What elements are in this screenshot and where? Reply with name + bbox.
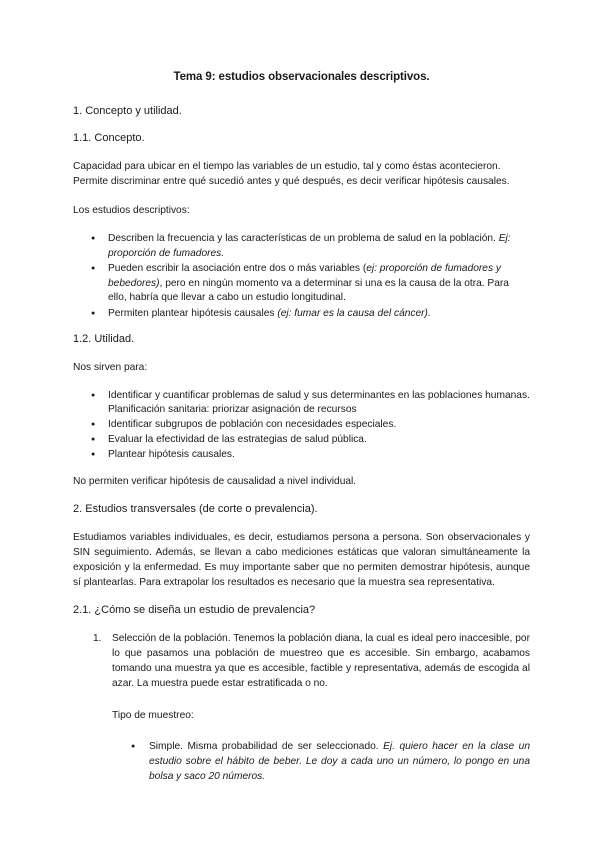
transversal-paragraph: Estudiamos variables individuales, es decir, estudiamos persona a persona. Son observacionales y SIN seguimiento. Además, se llevan a cabo mediciones estáticas que valoran simultáneamente la exposición y la enfermedad. Es muy importante saber que no permiten demostrar hipótesis, aunque sí plantearlas. Para extrapolar los resultados es necesario que la muestra sea representativa. bbox=[73, 532, 530, 588]
example-text: ej: proporción de fumadores y bebedores) bbox=[108, 263, 501, 289]
population-selection-text: Selección de la población. Tenemos la población diana, la cual es ideal pero inaccesible, por lo que pasamos una población de muestreo que es accesible. Sin embargo, acabamos tomando una muestra ya que es accesible, factible y representativa, además de escogida al azar. La muestra puede estar estratificada o no. bbox=[112, 633, 530, 689]
descriptive-studies-intro: Los estudios descriptivos: bbox=[73, 205, 190, 216]
example-text: (ej: fumar es la causa del cáncer). bbox=[277, 307, 431, 319]
list-item bbox=[93, 631, 530, 784]
list-item: ● Simple. Misma probabilidad de ser seleccionado. Ej. quiero hacer en la clase un estudio sobre el hábito de beber. Le doy a cada uno un número, lo pongo en una bolsa y saco 20 números. bbox=[131, 739, 530, 784]
section-1-heading: 1. Concepto y utilidad. bbox=[73, 105, 182, 117]
section-2-heading: 2. Estudios transversales (de corte o prevalencia). bbox=[73, 503, 318, 515]
section-1-1-heading: 1.1. Concepto. bbox=[73, 132, 145, 144]
list-item: ● Evaluar la efectividad de las estrategias de salud pública. bbox=[91, 433, 530, 447]
causality-note: No permiten verificar hipótesis de causalidad a nivel individual. bbox=[73, 476, 357, 487]
uses-intro: Nos sirven para: bbox=[73, 362, 148, 373]
list-item: ● Identificar subgrupos de población con necesidades especiales. bbox=[91, 418, 530, 432]
list-item: ● Permiten plantear hipótesis causales (ej: fumar es la causa del cáncer). bbox=[91, 307, 530, 322]
uses-list bbox=[73, 389, 530, 462]
section-2-1-heading: 2.1. ¿Cómo se diseña un estudio de prevalencia? bbox=[73, 604, 316, 616]
sampling-heading: Tipo de muestreo: bbox=[112, 710, 194, 721]
example-text: Ej. quiero hacer en la clase un estudio sobre el hábito de beber. Le doy a cada uno un número, lo pongo en una bolsa y saco 20 números. bbox=[149, 741, 530, 782]
list-item: ● Plantear hipótesis causales. bbox=[91, 448, 530, 462]
list-item: ● Pueden escribir la asociación entre dos o más variables (ej: proporción de fumadores y bebedores), pero en ningún momento va a determinar si una es la causa de la otra. Para ello, habría que llevar a cabo un estudio longitudinal. bbox=[91, 262, 530, 306]
example-text: Ej: proporción de fumadores. bbox=[108, 233, 511, 259]
descriptive-studies-list bbox=[73, 232, 530, 321]
section-1-2-heading: 1.2. Utilidad. bbox=[73, 333, 135, 345]
list-item: ● Identificar y cuantificar problemas de salud y sus determinantes en las poblaciones humanas. Planificación sanitaria: priorizar asignación de recursos bbox=[91, 389, 530, 417]
document-title: Tema 9: estudios observacionales descriptivos. bbox=[173, 71, 430, 83]
sampling-list bbox=[112, 739, 530, 784]
concept-paragraph: Capacidad para ubicar en el tiempo las variables de un estudio, tal y como éstas acontecieron. Permite discriminar entre qué sucedió antes y qué después, es decir verificar hipótesis causales. bbox=[73, 161, 510, 187]
design-steps-list bbox=[73, 631, 530, 784]
list-item: ● Describen la frecuencia y las características de un problema de salud en la población. Ej: proporción de fumadores. bbox=[91, 232, 530, 261]
item-number: 1. bbox=[93, 633, 102, 644]
